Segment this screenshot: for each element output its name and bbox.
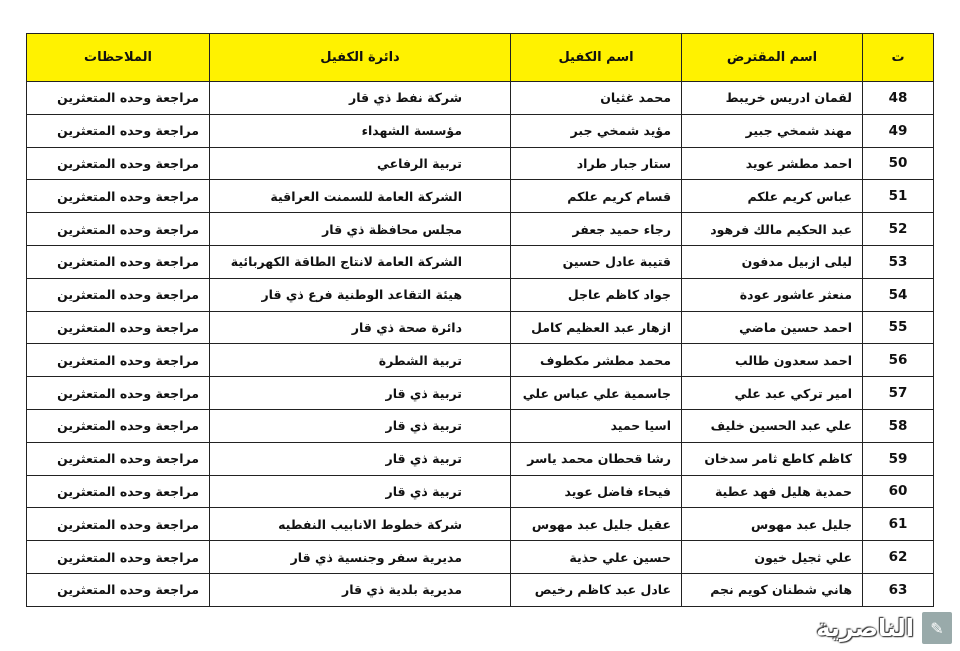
cell-guarantor: حسين علي حذية [511, 541, 682, 574]
cell-notes: مراجعة وحده المتعثرين [27, 377, 210, 410]
cell-guarantor: مؤيد شمخي جبر [511, 114, 682, 147]
cell-number: 61 [863, 508, 934, 541]
cell-borrower: عبد الحكيم مالك فرهود [682, 213, 863, 246]
cell-guarantor-department: مجلس محافظة ذي قار [210, 213, 511, 246]
cell-guarantor-department: تربية ذي قار [210, 409, 511, 442]
cell-guarantor-department: تربية ذي قار [210, 377, 511, 410]
cell-guarantor: ستار جبار طراد [511, 147, 682, 180]
cell-borrower: لقمان ادريس خريبط [682, 82, 863, 115]
cell-notes: مراجعة وحده المتعثرين [27, 311, 210, 344]
cell-notes: مراجعة وحده المتعثرين [27, 180, 210, 213]
cell-number: 63 [863, 573, 934, 606]
cell-borrower: احمد مطشر عويد [682, 147, 863, 180]
cell-notes: مراجعة وحده المتعثرين [27, 475, 210, 508]
cell-borrower: هاني شطنان كويم نجم [682, 573, 863, 606]
cell-borrower: علي عبد الحسين خليف [682, 409, 863, 442]
cell-guarantor-department: تربية الرفاعي [210, 147, 511, 180]
cell-borrower: مهند شمخي جبير [682, 114, 863, 147]
borrowers-table [26, 33, 934, 607]
cell-number: 53 [863, 245, 934, 278]
cell-borrower: احمد حسين ماضي [682, 311, 863, 344]
cell-number: 55 [863, 311, 934, 344]
cell-number: 50 [863, 147, 934, 180]
cell-number: 49 [863, 114, 934, 147]
cell-notes: مراجعة وحده المتعثرين [27, 442, 210, 475]
cell-number: 59 [863, 442, 934, 475]
cell-number: 62 [863, 541, 934, 574]
cell-guarantor: عقيل جليل عبد مهوس [511, 508, 682, 541]
cell-guarantor: جواد كاظم عاجل [511, 278, 682, 311]
cell-borrower: منعثر عاشور عودة [682, 278, 863, 311]
cell-guarantor: محمد مطشر مكطوف [511, 344, 682, 377]
cell-guarantor: فيحاء فاضل عويد [511, 475, 682, 508]
table-row [27, 409, 934, 442]
cell-borrower: حمدية هليل فهد عطية [682, 475, 863, 508]
cell-borrower: ليلى ازبيل مدفون [682, 245, 863, 278]
table-row [27, 344, 934, 377]
cell-number: 51 [863, 180, 934, 213]
table-row [27, 213, 934, 246]
cell-borrower: كاظم كاطع ثامر سدخان [682, 442, 863, 475]
table-row [27, 278, 934, 311]
header-notes: الملاحظات [27, 34, 210, 82]
table-row [27, 573, 934, 606]
header-guarantor: اسم الكفيل [511, 34, 682, 82]
cell-guarantor-department: مؤسسة الشهداء [210, 114, 511, 147]
cell-notes: مراجعة وحده المتعثرين [27, 409, 210, 442]
table-row [27, 541, 934, 574]
cell-borrower: جليل عبد مهوس [682, 508, 863, 541]
table-row [27, 377, 934, 410]
cell-guarantor: قتيبة عادل حسين [511, 245, 682, 278]
cell-number: 58 [863, 409, 934, 442]
cell-number: 48 [863, 82, 934, 115]
loan-list-sheet [26, 33, 934, 607]
header-borrower: اسم المقترض [682, 34, 863, 82]
newspaper-logo-icon: ✎ [920, 610, 954, 646]
cell-guarantor-department: تربية الشطرة [210, 344, 511, 377]
table-row [27, 245, 934, 278]
table-row [27, 180, 934, 213]
table-row [27, 311, 934, 344]
cell-guarantor-department: مديرية سفر وجنسية ذي قار [210, 541, 511, 574]
cell-number: 60 [863, 475, 934, 508]
cell-notes: مراجعة وحده المتعثرين [27, 82, 210, 115]
table-row [27, 442, 934, 475]
cell-guarantor: ازهار عبد العظيم كامل [511, 311, 682, 344]
cell-notes: مراجعة وحده المتعثرين [27, 147, 210, 180]
cell-number: 54 [863, 278, 934, 311]
cell-borrower: عباس كريم علكم [682, 180, 863, 213]
cell-guarantor: اسيا حميد [511, 409, 682, 442]
cell-guarantor-department: شركة نفط ذي قار [210, 82, 511, 115]
table-row [27, 82, 934, 115]
cell-guarantor: جاسمية علي عباس علي [511, 377, 682, 410]
cell-notes: مراجعة وحده المتعثرين [27, 508, 210, 541]
cell-notes: مراجعة وحده المتعثرين [27, 114, 210, 147]
cell-guarantor: عادل عبد كاظم رخيص [511, 573, 682, 606]
cell-guarantor: رجاء حميد جعفر [511, 213, 682, 246]
header-guarantor-department: دائرة الكفيل [210, 34, 511, 82]
cell-notes: مراجعة وحده المتعثرين [27, 573, 210, 606]
cell-notes: مراجعة وحده المتعثرين [27, 213, 210, 246]
watermark-text: الناصرية [816, 614, 914, 642]
cell-borrower: امير تركي عبد علي [682, 377, 863, 410]
cell-guarantor-department: تربية ذي قار [210, 475, 511, 508]
cell-number: 57 [863, 377, 934, 410]
cell-guarantor-department: الشركة العامة لانتاج الطاقة الكهربائية [210, 245, 511, 278]
cell-notes: مراجعة وحده المتعثرين [27, 278, 210, 311]
cell-guarantor-department: مديرية بلدية ذي قار [210, 573, 511, 606]
cell-number: 52 [863, 213, 934, 246]
table-row [27, 114, 934, 147]
cell-guarantor-department: تربية ذي قار [210, 442, 511, 475]
cell-borrower: علي ثجيل خيون [682, 541, 863, 574]
table-row [27, 508, 934, 541]
table-row [27, 475, 934, 508]
cell-guarantor-department: شركة خطوط الانابيب النفطيه [210, 508, 511, 541]
cell-borrower: احمد سعدون طالب [682, 344, 863, 377]
cell-notes: مراجعة وحده المتعثرين [27, 245, 210, 278]
cell-guarantor-department: هيئة التقاعد الوطنية فرع ذي قار [210, 278, 511, 311]
cell-guarantor: قسام كريم علكم [511, 180, 682, 213]
cell-guarantor-department: دائرة صحة ذي قار [210, 311, 511, 344]
cell-notes: مراجعة وحده المتعثرين [27, 541, 210, 574]
watermark [804, 607, 954, 649]
header-number: ت [863, 34, 934, 82]
table-header-row [27, 34, 934, 82]
cell-guarantor-department: الشركة العامة للسمنت العراقية [210, 180, 511, 213]
cell-notes: مراجعة وحده المتعثرين [27, 344, 210, 377]
cell-number: 56 [863, 344, 934, 377]
table-row [27, 147, 934, 180]
cell-guarantor: محمد غثيان [511, 82, 682, 115]
cell-guarantor: رشا قحطان محمد ياسر [511, 442, 682, 475]
